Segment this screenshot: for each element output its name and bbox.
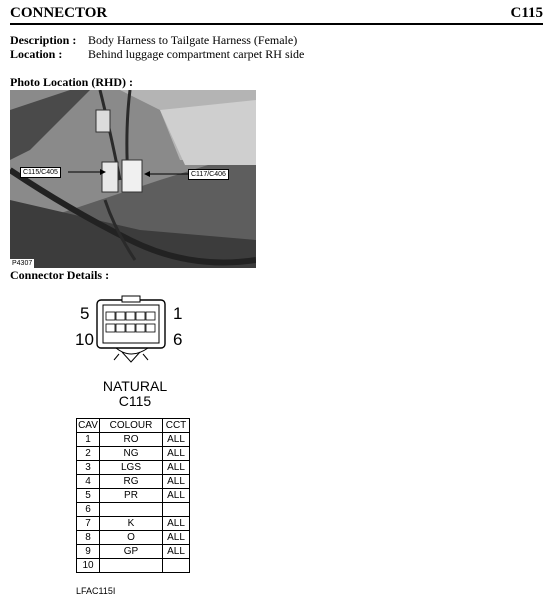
photo-heading: Photo Location (RHD) : <box>10 75 133 89</box>
cav-cell: 10 <box>77 559 100 573</box>
colour-cell: RO <box>100 433 163 447</box>
header-cct: CCT <box>163 419 190 433</box>
header-cav: CAV <box>78 420 98 431</box>
connector-colour: NATURAL <box>102 378 168 394</box>
cct-cell: ALL <box>163 461 190 475</box>
connector-heading: Connector Details : <box>10 268 110 282</box>
colour-cell: NG <box>100 447 163 461</box>
pinout-header-row <box>77 419 190 433</box>
cct-cell: ALL <box>163 433 190 447</box>
cav-cell: 9 <box>77 545 100 559</box>
colour-cell <box>100 559 163 573</box>
photo-id: P4307 <box>12 260 33 267</box>
header-rule <box>10 23 543 25</box>
cav-cell: 8 <box>77 531 100 545</box>
table-row <box>77 461 190 475</box>
table-row <box>77 517 190 531</box>
location-value: Behind luggage compartment carpet RH side <box>88 47 305 61</box>
cct-cell: ALL <box>163 531 190 545</box>
figure-id: LFAC115I <box>76 586 116 596</box>
connector-face-diagram <box>92 292 182 364</box>
page-title: CONNECTOR <box>10 5 108 21</box>
cct-cell <box>163 559 190 573</box>
page-header <box>10 4 543 24</box>
pin-label-10: 10 <box>75 330 94 349</box>
table-row <box>77 489 190 503</box>
description-key: Description : <box>10 33 77 47</box>
cct-cell <box>163 503 190 517</box>
description-line <box>10 33 297 48</box>
pin-label-6: 6 <box>173 330 183 349</box>
pin-label-5: 5 <box>80 304 90 323</box>
cct-cell: ALL <box>163 475 190 489</box>
colour-cell <box>100 503 163 517</box>
cct-cell: ALL <box>163 447 190 461</box>
cav-cell: 7 <box>77 517 100 531</box>
cav-cell: 3 <box>77 461 100 475</box>
colour-cell: LGS <box>100 461 163 475</box>
connector-code-label: C115 <box>118 393 152 409</box>
cav-cell: 4 <box>77 475 100 489</box>
pin-label-1: 1 <box>173 304 183 323</box>
colour-cell: PR <box>100 489 163 503</box>
cct-cell: ALL <box>163 517 190 531</box>
description-value: Body Harness to Tailgate Harness (Female) <box>88 33 298 47</box>
cav-cell: 6 <box>77 503 100 517</box>
connector-code: C115 <box>510 5 543 21</box>
callout-c115: C115/C405 <box>20 167 61 178</box>
location-key: Location : <box>10 47 63 61</box>
table-row <box>77 559 190 573</box>
cav-cell: 2 <box>77 447 100 461</box>
cct-cell: ALL <box>163 489 190 503</box>
colour-cell: K <box>100 517 163 531</box>
table-row <box>77 447 190 461</box>
cct-cell: ALL <box>163 545 190 559</box>
cav-cell: 5 <box>77 489 100 503</box>
table-row <box>77 531 190 545</box>
cav-cell: 1 <box>77 433 100 447</box>
callout-c117: C117/C406 <box>188 169 229 180</box>
colour-cell: GP <box>100 545 163 559</box>
table-row <box>77 433 190 447</box>
table-row <box>77 545 190 559</box>
pinout-table <box>76 418 190 573</box>
location-line <box>10 47 304 62</box>
table-row <box>77 503 190 517</box>
colour-cell: RG <box>100 475 163 489</box>
location-photo <box>10 90 256 268</box>
table-row <box>77 475 190 489</box>
header-colour: COLOUR <box>100 419 163 433</box>
colour-cell: O <box>100 531 163 545</box>
